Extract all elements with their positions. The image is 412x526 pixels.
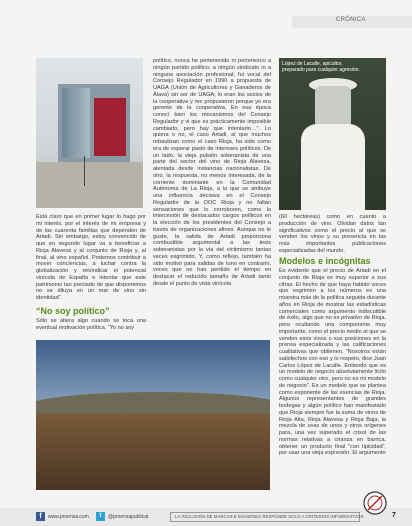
disclaimer-box (170, 512, 364, 522)
photo-caption: López de Lacalle, apicultor, preparado para cualquier agresión. (282, 61, 360, 73)
bee-suit (301, 124, 365, 210)
building-red-panel (94, 98, 126, 156)
disclaimer-text: LA INCLUSIÓN DE MARCAS E IMÁGENES RESPONDE SOLO A CRITERIOS INFORMATIVOS (175, 514, 364, 519)
page-number: 7 (392, 512, 396, 519)
bee-veil (315, 86, 351, 128)
left-body: Está claro que en primer lugar lo hago por mi interés, por el interés de mi empresa y de las cuarenta familias que dependen de Artadi. Sin embargo, estoy convencido de que en segundo lugar va a beneficiar a Rioja Alavesa y al conjunto de Rioja y, al final, al vino español. Podemos contribuir a mover conciencias, a luchar contra la globalización y reivindicar el potencial vinícola de España e intentar que este patrimonio tan preciado de que disponemos no se diluya en un mar de vino sin identidad”. (36, 214, 146, 301)
building-glass (62, 88, 90, 158)
vineyard-landscape-photo (36, 340, 270, 490)
twitter-icon[interactable]: t (96, 512, 105, 521)
section-label: CRÓNICA (336, 17, 366, 23)
right-body: (60 hectáreas) como en cuanto a producción de vino. Olvidan datos tan significativos como el precio al que se venden los vinos y su presencia en las más importantes publicaciones especializadas del mundo. (279, 214, 386, 254)
section-tab (292, 16, 412, 28)
building-ground (36, 162, 143, 208)
seal-stamp-icon (362, 490, 388, 516)
right-heading: Modelos e incógnitas (279, 256, 371, 266)
left-body-2: Sólo se altera algo cuando se toca una eventual motivación política. “Yo no soy (36, 318, 146, 331)
right-column-2 (279, 268, 386, 457)
page-footer (0, 508, 412, 526)
right-column (279, 214, 386, 255)
facebook-link[interactable]: www.proensa.com (48, 514, 89, 520)
building-pole (84, 156, 85, 186)
beekeeper-photo (279, 58, 386, 210)
facebook-icon[interactable]: f (36, 512, 45, 521)
twitter-link[interactable]: @proensapublicat (108, 514, 149, 520)
left-column-2 (36, 318, 146, 332)
left-heading: “No soy político” (36, 306, 110, 316)
left-column (36, 214, 146, 302)
middle-body: político, nunca he pertenecido ni pertenezco a ningún partido político, a ningún sindicato ni a ninguna asociación profesional; fui vocal del Consejo Regulador en 1990 a propuesta de UAGA (Unión de Agricultores y Ganaderos de Álava) sin ser de UAGA; lo eran los socios de la cooperativa y me propusieron porque yo era gerente de la cooperativa. En esa época conocí bien los mecanismos del Consejo Regulador y vi que es prácticamente imposible cambiarlo, pero hay que intentarlo…”. Lo quiera o no, el caso Artadi, al que muchos rebautizan como el caso Rioja, ha sido como era de esperar pasto de intereses políticos. De un lado, la vieja pulsión soberanista de una parte del sector del vino de Rioja Alavesa, alentada desde instancias nacionalistas. De otro, la respuesta, no menos interesada, de la corriente dominante en la Comunidad Autónoma de La Rioja, a la que se atribuye una influencia decisiva en el Consejo Regulador de la DOC Rioja y no faltan sensaciones que lo corroboren, como la intercesión de destacados cargos políticos en la elección de los presidentes del Consejo a través de organizaciones afines. Aunque no le guste, la salida de Artadi proporciona combustible argumental a las tesis soberanistas por la vía del victimismo tantas veces esgrimido. Y, como reflejo, también ha sido motivo para salidas de tono en contrario, voces que no han perdido el tiempo en destacar el reducido tamaño de Artadi tanto desde el punto de vista vinícola (153, 58, 271, 287)
landscape-field (36, 414, 270, 490)
middle-column (153, 58, 271, 288)
winery-building-photo (36, 58, 143, 208)
right-body-2: Es evidente que el precio de Artadi en el conjunto de Rioja es muy superior a sus cifras. El hecho de que haya habido voces que esgrimen a los números es una muestra más de la política seguida durante años en Rioja de mostrar las estadísticas comerciales como argumento indiscutible de éxito, algo que no es privativo de Rioja, pero ocultando una componente muy importante, como el precio medio al que se venden esos vinos o sus posiciones en la prensa especializada y las calificaciones cualitativas que obtienen. “Nosotros están satisfechos con eso y lo respeto, dice Juan Carlos López de Lacalle. Entiendo que es un modelo de negocio absolutamente lícito como cualquier otro, pero no es mi modelo de negocio”. Es un modelo que se plantea como exponente de las esencias de Rioja. Algunos representantes de grandes bodegas y algún político han manifestado que Rioja siempre fue la suma de vinos de Rioja Alta, Rioja Alavesa y Rioja Baja, la mezcla de uvas de unos y otros orígenes para, una vez superado el crisol de las normas relativas a crianza en barrica, obtener un producto final “con tipicidad”, por usar una vieja expresión. El argumento (279, 268, 386, 457)
